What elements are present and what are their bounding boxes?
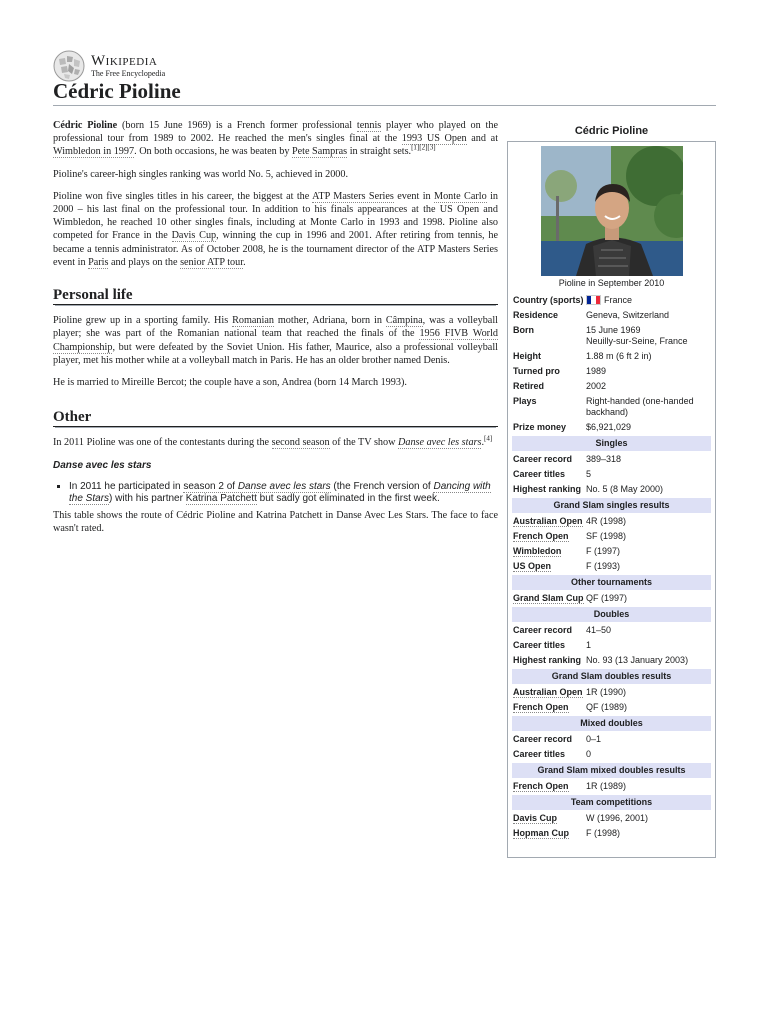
link-pete-sampras[interactable]: Pete Sampras (291, 146, 348, 158)
page-title: Cédric Pioline (53, 79, 181, 103)
infobox-label (512, 530, 586, 543)
lead-paragraph-2: Pioline's career-high singles ranking was world No. 5, achieved in 2000. (53, 168, 349, 180)
infobox-row (512, 530, 711, 543)
infobox-value-cell (586, 294, 711, 307)
infobox-label: Highest ranking (513, 484, 582, 494)
section-heading-personal-life: Personal life (53, 289, 498, 305)
infobox-value-cell (586, 395, 711, 419)
infobox-label-link[interactable]: French Open (513, 531, 569, 541)
link-campina[interactable]: Câmpina (385, 315, 423, 327)
infobox-label: Career record (513, 625, 573, 635)
link-dancing-with-the-stars[interactable]: Dancing with the Stars (69, 480, 491, 504)
infobox-label: Highest ranking (513, 655, 582, 665)
infobox-value: 1 (586, 640, 592, 650)
route-paragraph: This table shows the route of Cédric Pioline and Katrina Patchett in Danse Avec Les Stars. The face to face wasn't rated. (53, 509, 498, 535)
text: . (481, 437, 485, 449)
infobox-caption: Cédric Pioline (574, 125, 649, 137)
text: , was a volleyball player; she was part of the Romanian national team that reached the finals of the (53, 315, 498, 340)
infobox-value: W (1996, 2001) (586, 813, 649, 823)
infobox-band-label: Singles (512, 436, 711, 451)
link-romanian[interactable]: Romanian (232, 315, 274, 327)
infobox-label: Born (513, 325, 534, 335)
text: player who played on the professional tour from 1989 to 2002. He reached the men's singles final at the (53, 120, 498, 145)
infobox-row (512, 827, 711, 840)
infobox-label: Career titles (513, 640, 566, 650)
infobox-value: No. 5 (8 May 2000) (586, 484, 664, 494)
infobox-row (512, 624, 711, 637)
france-flag-icon (586, 295, 601, 305)
infobox-row (512, 395, 711, 419)
infobox-row (512, 380, 711, 393)
infobox-row (512, 324, 711, 348)
infobox-value-cell (586, 545, 711, 558)
infobox-value: No. 93 (13 January 2003) (586, 655, 689, 665)
infobox-section-band (512, 436, 711, 451)
text: , but were defeated by the Soviet Union. His father, Maurice, also a professional volleyball player, met his mother while at a volleyball match in Paris. He has an older brother named Denis. (53, 341, 498, 366)
link-paris[interactable]: Paris (88, 256, 109, 268)
infobox-label-link[interactable]: French Open (513, 781, 569, 791)
infobox-value: 1.88 m (6 ft 2 in) (586, 351, 652, 361)
text: mother, Adriana, born in (273, 315, 386, 327)
infobox-value-cell (586, 654, 711, 667)
text: and plays on the (108, 256, 181, 268)
infobox-section-band (512, 669, 711, 684)
infobox-row (512, 560, 711, 573)
wordmark-title: Wikipedia (91, 52, 158, 69)
section-heading-other: Other (53, 411, 498, 427)
infobox-value-cell (586, 468, 711, 481)
text: ) with his partner (109, 492, 186, 504)
infobox-label-link[interactable]: US Open (513, 561, 552, 571)
text: of the TV show (329, 437, 399, 449)
infobox-label-link[interactable]: Hopman Cup (513, 828, 569, 838)
link-1993-us-open[interactable]: 1993 US Open (401, 133, 467, 145)
infobox-value: 1R (1989) (586, 781, 627, 791)
infobox-row (512, 365, 711, 378)
infobox-value-cell (586, 515, 711, 528)
infobox-value: 5 (586, 469, 592, 479)
infobox-label-link[interactable]: Wimbledon (513, 546, 562, 556)
text: but sadly got eliminated in the first week. (256, 492, 440, 504)
dwts-list (53, 481, 498, 505)
infobox-value-cell (586, 380, 711, 393)
infobox-label-link[interactable]: Grand Slam Cup (513, 593, 584, 603)
infobox-label-link[interactable]: Australian Open (513, 516, 583, 526)
link-season-2[interactable] (183, 481, 330, 493)
text: season 2 of (183, 480, 238, 492)
infobox-value: 1R (1990) (586, 687, 627, 697)
infobox-value-cell (586, 365, 711, 378)
infobox-row (512, 733, 711, 746)
text: in straight sets. (347, 146, 412, 158)
infobox-label: Height (513, 351, 541, 361)
text: Pioline grew up in a sporting family. His (53, 315, 233, 327)
infobox-value: $6,921,029 (586, 422, 632, 432)
infobox-value: Right-handed (one-handed backhand) (586, 396, 694, 417)
infobox-value-cell (586, 686, 711, 699)
text: Pioline won five singles titles in his career, the biggest at the (53, 190, 313, 202)
infobox-value: 4R (1998) (586, 516, 627, 526)
link-1956-fivb[interactable]: 1956 FIVB World Championship (53, 328, 498, 353)
infobox-value: 2002 (586, 381, 607, 391)
infobox-value-cell (586, 350, 711, 363)
other-paragraph-1 (53, 436, 498, 449)
infobox-label: Retired (513, 381, 545, 391)
infobox-section-band (512, 498, 711, 513)
infobox-value-cell (586, 421, 711, 434)
text: Danse avec les stars (237, 480, 331, 492)
infobox-value-cell (586, 453, 711, 466)
infobox-section-band (512, 607, 711, 622)
infobox-label-link[interactable]: Davis Cup (513, 813, 558, 823)
citation-ref-4[interactable]: [4] (484, 435, 493, 444)
infobox-value: F (1997) (586, 546, 621, 556)
infobox-label (512, 545, 586, 558)
link-wimbledon-1997[interactable]: Wimbledon in 1997 (53, 146, 135, 158)
infobox-label: Career titles (513, 749, 566, 759)
infobox-value-cell (586, 324, 711, 348)
title-divider (53, 105, 716, 106)
infobox-value: 0 (586, 749, 592, 759)
infobox-value-cell (586, 780, 711, 793)
infobox-label: Career titles (513, 469, 566, 479)
infobox-band-label: Team competitions (512, 795, 711, 810)
infobox-value-cell (586, 733, 711, 746)
infobox (507, 141, 716, 858)
text: In 2011 Pioline was one of the contestants during the (53, 437, 272, 449)
infobox-band-label: Grand Slam mixed doubles results (512, 763, 711, 778)
infobox-label (512, 701, 586, 714)
text: (the French version of (330, 480, 434, 492)
infobox-label: Residence (513, 310, 559, 320)
infobox-section-band (512, 795, 711, 810)
personal-paragraph-2: He is married to Mireille Bercot; the couple have a son, Andrea (born 14 March 1993). (53, 377, 407, 389)
infobox-value-secondary: Neuilly-sur-Seine, France (586, 336, 688, 346)
infobox-value: QF (1997) (586, 593, 628, 603)
text: . On both occasions, he was beaten by (134, 146, 292, 158)
infobox-row (512, 701, 711, 714)
infobox-band-label: Other tournaments (512, 575, 711, 590)
infobox-band-label: Doubles (512, 607, 711, 622)
infobox-value-cell (586, 560, 711, 573)
infobox-label: Plays (513, 396, 537, 406)
infobox-value-cell (586, 592, 711, 605)
infobox-label (512, 515, 586, 528)
infobox-value: 41–50 (586, 625, 612, 635)
infobox-table (512, 292, 711, 842)
lead-paragraph-1 (53, 119, 498, 159)
infobox-value-cell (586, 639, 711, 652)
link-monte-carlo[interactable]: Monte Carlo (434, 190, 487, 202)
infobox-label (512, 780, 586, 793)
infobox-value: France (604, 295, 633, 305)
infobox-row (512, 483, 711, 496)
text: in 2000 – his last final on the professional tour. In addition to his finals appearances at the US Open and Wimbledon, he reached 10 other singles finals, including at Monte Carlo in 1993 and 1998. Pioline also competed for France in the (53, 190, 498, 242)
infobox-value-cell (586, 812, 711, 825)
subject-name: Cédric Pioline (53, 120, 118, 131)
infobox-value-cell (586, 309, 711, 322)
link-second-season[interactable]: second season (271, 437, 330, 449)
subheading-danse-avec-les-stars: Danse avec les stars (53, 459, 152, 471)
infobox-band-label: Mixed doubles (512, 716, 711, 731)
text: (born 15 June 1969) is a French former professional (117, 120, 357, 131)
infobox-label (512, 686, 586, 699)
infobox-row (512, 294, 711, 307)
article-body (53, 119, 498, 544)
infobox-value: 389–318 (586, 454, 622, 464)
infobox-section-band (512, 763, 711, 778)
portrait-photo[interactable] (541, 146, 683, 276)
text: and at (466, 133, 499, 145)
infobox-value-cell (586, 827, 711, 840)
text: , winning the cup in 1996 and 2001. After retiring from tennis, he became a tennis administrator. As of October 2008, he is the tournament director of the ATP Masters Series event in (53, 230, 498, 268)
infobox-label: Country (sports) (513, 295, 584, 305)
infobox-label: Career record (513, 454, 573, 464)
infobox-value-cell (586, 483, 711, 496)
link-tennis[interactable]: tennis (356, 120, 382, 131)
infobox-row (512, 592, 711, 605)
infobox-value: SF (1998) (586, 531, 627, 541)
wordmark-tagline: The Free Encyclopedia (91, 68, 166, 78)
infobox-label (512, 812, 586, 825)
infobox-value: QF (1989) (586, 702, 628, 712)
infobox-value-cell (586, 748, 711, 761)
flag-stripe (596, 296, 600, 304)
infobox-row (512, 421, 711, 434)
infobox-label (512, 827, 586, 840)
infobox-row (512, 780, 711, 793)
infobox-label (512, 592, 586, 605)
infobox-band-label: Grand Slam doubles results (512, 669, 711, 684)
infobox-label-link[interactable]: Australian Open (513, 687, 583, 697)
infobox-value-cell (586, 701, 711, 714)
infobox-label: Career record (513, 734, 573, 744)
infobox-row (512, 309, 711, 322)
personal-paragraph-1 (53, 314, 498, 367)
infobox-value: Geneva, Switzerland (586, 310, 670, 320)
infobox-row (512, 654, 711, 667)
infobox-label-link[interactable]: French Open (513, 702, 569, 712)
link-danse-avec-les-stars[interactable]: Danse avec les stars (398, 437, 482, 449)
infobox-row (512, 468, 711, 481)
infobox-value: 0–1 (586, 734, 602, 744)
link-atp-masters-series[interactable]: ATP Masters Series (312, 190, 394, 202)
link-katrina-patchett[interactable]: Katrina Patchett (185, 492, 257, 504)
photo-caption: Pioline in September 2010 (558, 278, 665, 288)
infobox-row (512, 545, 711, 558)
lead-paragraph-3 (53, 190, 498, 269)
infobox-label: Prize money (513, 422, 567, 432)
text: In 2011 he participated in (69, 480, 184, 492)
infobox-value: 15 June 1969 (586, 325, 641, 335)
text: . (243, 256, 246, 268)
infobox-label: Turned pro (513, 366, 560, 376)
infobox-row (512, 639, 711, 652)
infobox-row (512, 453, 711, 466)
infobox-row (512, 515, 711, 528)
infobox-section-band (512, 716, 711, 731)
text: event in (393, 190, 435, 202)
infobox-value: F (1993) (586, 561, 621, 571)
infobox-value: 1989 (586, 366, 607, 376)
list-item (69, 481, 498, 505)
citation-refs[interactable]: [1][2][3] (411, 144, 436, 153)
infobox-value-cell (586, 530, 711, 543)
link-davis-cup[interactable]: Davis Cup (171, 230, 217, 242)
infobox-value-cell (586, 624, 711, 637)
infobox-band-label: Grand Slam singles results (512, 498, 711, 513)
infobox-row (512, 350, 711, 363)
infobox-row (512, 686, 711, 699)
infobox-row (512, 812, 711, 825)
link-senior-atp-tour[interactable]: senior ATP tour (180, 256, 244, 268)
infobox-label (512, 560, 586, 573)
infobox-value: F (1998) (586, 828, 621, 838)
infobox-section-band (512, 575, 711, 590)
infobox-row (512, 748, 711, 761)
